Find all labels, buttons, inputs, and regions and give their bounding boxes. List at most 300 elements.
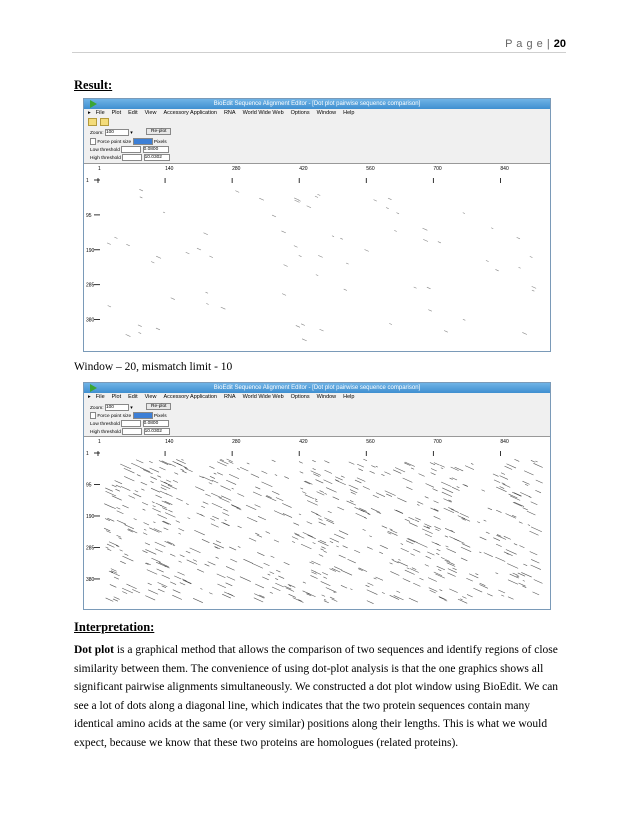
zoom-select[interactable]: 100	[105, 404, 129, 411]
dot-segment	[293, 523, 299, 526]
dot-segment	[530, 552, 538, 555]
dot-segment	[531, 565, 541, 570]
dot-segment	[217, 584, 225, 588]
dot-segment	[514, 544, 517, 545]
dot-segment	[514, 459, 519, 461]
dot-segment	[426, 484, 434, 488]
dot-segment	[155, 549, 162, 552]
dot-segment	[124, 525, 133, 529]
dot-segment	[231, 505, 240, 509]
dot-segment	[227, 459, 233, 462]
dot-segment	[396, 510, 403, 513]
dot-segment	[115, 480, 122, 483]
dot-segment	[389, 323, 392, 324]
dot-segment	[505, 514, 515, 519]
dot-segment	[257, 535, 262, 537]
dot-segment	[255, 584, 264, 588]
dot-segment	[159, 461, 168, 465]
dot-segment	[147, 570, 157, 575]
dot-segment	[405, 519, 410, 521]
x-tick-label: 140	[165, 166, 174, 172]
dot-segment	[173, 480, 178, 482]
dot-segment	[221, 522, 229, 526]
dot-segment	[334, 534, 344, 539]
dot-segment	[261, 471, 267, 474]
dot-segment	[299, 255, 302, 256]
dot-segment	[480, 583, 486, 586]
dot-segment	[122, 505, 128, 508]
dot-segment	[227, 577, 235, 581]
dot-segment	[183, 580, 191, 584]
menu-help[interactable]: Help	[343, 394, 355, 400]
dot-segment	[206, 303, 208, 304]
dot-segment	[193, 598, 203, 602]
x-tick-label: 280	[232, 439, 241, 445]
dot-segment	[302, 339, 307, 341]
dot-segment	[168, 510, 172, 512]
dot-segment	[500, 476, 508, 480]
x-tick-label: 840	[500, 439, 509, 445]
dot-segment	[380, 545, 388, 549]
dot-segment	[193, 560, 197, 562]
dot-segment	[156, 256, 161, 258]
dot-segment	[530, 256, 533, 257]
dot-segment	[158, 589, 165, 592]
dot-segment	[133, 493, 141, 497]
dot-segment	[180, 469, 183, 471]
dot-segment	[419, 578, 423, 580]
dot-segment	[211, 493, 222, 498]
dot-segment	[114, 597, 120, 600]
menu-rna[interactable]: RNA	[223, 110, 236, 116]
dot-segment	[513, 502, 522, 506]
x-tick-label: 1	[98, 439, 101, 445]
dot-segment	[514, 493, 522, 496]
high-threshold-field[interactable]: 10.0302	[144, 154, 170, 161]
dot-segment	[449, 537, 459, 541]
dot-segment	[441, 557, 445, 559]
dot-segment	[209, 593, 212, 595]
dot-segment	[536, 480, 543, 483]
dot-segment	[493, 474, 499, 477]
dot-segment	[270, 592, 273, 593]
dot-segment	[525, 484, 528, 485]
dot-segment	[484, 520, 487, 521]
dot-segment	[159, 562, 169, 566]
interpretation-paragraph	[74, 641, 566, 752]
dot-segment	[496, 487, 506, 492]
dot-segment	[153, 522, 155, 523]
x-tick-label: 560	[366, 166, 375, 172]
dot-segment	[142, 551, 147, 553]
paragraph-body: is a graphical method that allows the comparison of two sequences and identify regions of close similarity between them. The convenience of using dot-plot analysis is that the one graphics shows all significant pairwise alignments simultaneously. We constructed a dot plot window using BioEdit. We can see a lot of dots along a diagonal line, which indicates that the two protein sequences contain many identical amino acids at the same (or very similar) positions along their lengths. This is what we would expect, because we know that these two proteins are homologues (related proteins).	[74, 644, 559, 749]
dot-segment	[324, 493, 326, 494]
dot-segment	[417, 502, 423, 505]
header-rule	[72, 52, 566, 53]
dot-segment	[219, 498, 230, 503]
dot-segment	[203, 477, 213, 482]
menu-help[interactable]: Help	[343, 110, 355, 116]
dot-segment	[235, 191, 239, 193]
dot-segment	[523, 580, 525, 581]
dot-segment	[274, 540, 279, 542]
dot-segment	[107, 549, 111, 551]
dot-segment	[300, 488, 303, 489]
dot-segment	[324, 461, 329, 463]
dot-segment	[275, 578, 278, 579]
dot-segment	[310, 575, 317, 578]
dot-segment	[300, 472, 303, 474]
dot-segment	[522, 586, 526, 588]
dot-segment	[426, 556, 431, 558]
dot-segment	[212, 480, 218, 483]
dot-segment	[200, 588, 202, 589]
menu-accessory[interactable]: Accessory Application	[163, 394, 217, 400]
dot-segment	[409, 598, 411, 599]
dot-segment	[166, 480, 171, 482]
dot-segment	[333, 497, 339, 500]
dot-segment	[318, 519, 322, 521]
dot-segment	[355, 480, 361, 483]
page-number: 20	[553, 38, 566, 50]
point-size-select[interactable]	[133, 138, 153, 145]
dot-segment	[220, 486, 230, 491]
dot-segment	[202, 539, 209, 542]
dot-segment	[343, 546, 348, 548]
menu-window[interactable]: Window	[316, 110, 337, 116]
dot-segment	[496, 535, 506, 539]
dot-segment	[240, 577, 251, 582]
dot-segment	[467, 594, 473, 597]
menu-view[interactable]: View	[144, 110, 157, 116]
dot-segment	[151, 488, 160, 492]
dot-segment	[504, 552, 513, 556]
dot-segment	[431, 473, 436, 475]
dot-segment	[205, 564, 210, 566]
dot-segment	[211, 524, 219, 527]
dot-segment	[439, 597, 444, 599]
dot-segment	[385, 491, 396, 496]
dot-segment	[521, 572, 531, 577]
dot-segment	[136, 460, 143, 463]
dot-segment	[142, 502, 148, 505]
menu-icon[interactable]: ▸	[88, 394, 91, 400]
dot-segment	[169, 464, 175, 467]
dot-segment	[435, 529, 439, 531]
force-point-label: Force point size	[97, 139, 132, 145]
dot-segment	[266, 496, 276, 501]
force-point-checkbox[interactable]	[90, 412, 96, 419]
dot-segment	[519, 267, 521, 268]
dot-segment	[396, 591, 400, 593]
x-tick-label: 420	[299, 439, 308, 445]
dot-segment	[465, 466, 474, 470]
dot-segment	[221, 307, 226, 309]
zoom-label: Zoom:	[90, 405, 104, 411]
point-size-select[interactable]	[133, 412, 153, 419]
dot-segment	[180, 583, 185, 585]
menu-www[interactable]: World Wide Web	[242, 110, 284, 116]
dot-segment	[321, 549, 324, 550]
high-threshold-slider[interactable]	[122, 428, 142, 435]
dot-segment	[392, 559, 394, 560]
menu-rna[interactable]: RNA	[223, 394, 236, 400]
dot-segment	[140, 467, 150, 471]
menu-bar	[84, 109, 550, 118]
zoom-select[interactable]: 100	[105, 129, 129, 136]
dot-segment	[436, 553, 439, 554]
dot-segment	[232, 505, 239, 508]
dot-segment	[339, 555, 346, 558]
page-separator: |	[546, 38, 551, 50]
dot-segment	[272, 491, 279, 494]
dot-segment	[134, 519, 137, 520]
dot-segment	[238, 526, 242, 528]
dot-segment	[315, 501, 318, 502]
dot-segment	[214, 473, 217, 474]
menu-edit[interactable]: Edit	[128, 110, 138, 116]
y-tick-label: 95	[86, 482, 92, 489]
dot-segment	[173, 545, 175, 546]
dot-segment	[330, 597, 335, 599]
dot-segment	[149, 461, 153, 463]
dot-segment	[222, 513, 229, 516]
dot-segment	[313, 468, 316, 469]
dot-segment	[156, 503, 162, 506]
dot-segment	[535, 461, 537, 462]
dot-segment	[449, 589, 457, 593]
menu-window[interactable]: Window	[316, 394, 337, 400]
plot-controls: Zoom: 100 ▾ Re-plot Force point size Pixels Low threshold 0.0800 High threshold 10.0302	[84, 402, 550, 436]
dot-segment	[143, 470, 153, 474]
dot-segment	[434, 501, 439, 503]
dot-segment	[346, 263, 349, 264]
dot-segment	[173, 590, 181, 593]
dot-segment	[441, 468, 443, 469]
dot-segment	[276, 497, 283, 500]
dot-segment	[445, 528, 455, 532]
dot-segment	[444, 600, 447, 601]
dot-segment	[319, 522, 326, 525]
dot-segment	[303, 582, 306, 583]
dot-segment	[316, 480, 324, 483]
dot-segment	[442, 488, 453, 493]
dot-segment	[255, 487, 260, 489]
dot-segment	[406, 487, 412, 490]
force-point-checkbox[interactable]	[90, 138, 96, 145]
dot-segment	[170, 554, 175, 556]
save-icon[interactable]	[100, 118, 109, 126]
dot-segment	[348, 559, 356, 563]
dot-segment	[415, 518, 420, 520]
title-bar	[84, 99, 550, 109]
dot-segment	[185, 468, 193, 471]
menu-accessory[interactable]: Accessory Application	[163, 110, 217, 116]
dot-segment	[405, 570, 415, 574]
dot-segment	[221, 496, 231, 501]
dot-segment	[428, 310, 432, 312]
dot-segment	[141, 489, 144, 490]
dot-segment	[282, 503, 291, 507]
dot-segment	[254, 594, 264, 599]
dot-segment	[247, 463, 250, 464]
dot-segment	[226, 583, 233, 586]
menu-view[interactable]: View	[144, 394, 157, 400]
dot-segment	[441, 482, 451, 487]
dot-segment	[212, 516, 219, 519]
dot-segment	[411, 468, 414, 469]
open-folder-icon[interactable]	[88, 118, 97, 126]
dot-segment	[367, 601, 374, 604]
dot-segment	[190, 548, 201, 553]
dot-segment	[182, 471, 187, 473]
dot-segment	[367, 547, 373, 549]
dot-segment	[313, 542, 316, 543]
dot-segment	[162, 575, 170, 579]
high-threshold-field[interactable]: 10.0302	[144, 428, 170, 435]
dot-segment	[299, 200, 301, 201]
y-tick-label: 380	[86, 576, 95, 583]
dot-segment	[324, 599, 326, 600]
dot-segment	[410, 554, 414, 556]
dot-segment	[411, 599, 418, 602]
dot-segment	[452, 487, 460, 490]
paragraph-lead: Dot plot	[74, 644, 114, 656]
dot-segment	[282, 294, 286, 296]
dot-segment	[479, 552, 481, 553]
dot-segment	[124, 468, 135, 473]
menu-file[interactable]: File	[95, 394, 105, 400]
dot-segment	[347, 501, 356, 505]
dot-segment	[148, 590, 158, 594]
dot-segment	[446, 548, 455, 552]
dot-segment	[176, 459, 186, 463]
dot-segment	[254, 598, 263, 602]
y-tick-label: 1	[86, 178, 89, 184]
menu-options[interactable]: Options	[290, 394, 310, 400]
dot-segment	[148, 583, 152, 585]
dot-segment	[505, 466, 513, 469]
dot-segment	[357, 464, 364, 467]
dot-segment	[390, 571, 399, 575]
dot-segment	[523, 508, 528, 510]
dot-segment	[209, 483, 212, 485]
bioedit-window-sparse	[83, 98, 551, 352]
dot-segment	[330, 541, 333, 542]
dot-segment	[155, 495, 161, 498]
dot-segment	[159, 467, 165, 470]
dot-segment	[170, 582, 176, 585]
dot-segment	[367, 590, 378, 595]
dot-segment	[417, 543, 428, 548]
dot-segment	[336, 546, 338, 547]
dot-segment	[519, 546, 524, 548]
dot-segment	[496, 573, 499, 574]
dot-segment	[435, 574, 444, 578]
dot-segment	[434, 516, 441, 519]
menu-www[interactable]: World Wide Web	[242, 394, 284, 400]
replot-button[interactable]: Re-plot	[146, 128, 171, 135]
dot-segment	[303, 532, 313, 537]
dot-segment	[533, 463, 542, 467]
dot-segment	[104, 504, 112, 508]
dot-segment	[179, 561, 182, 562]
menu-options[interactable]: Options	[290, 110, 310, 116]
dot-segment	[292, 541, 295, 542]
dot-segment	[145, 596, 155, 600]
dot-segment	[262, 577, 269, 580]
dot-segment	[452, 478, 457, 480]
y-tick-label: 1	[86, 451, 89, 457]
page-header	[505, 38, 566, 50]
dot-segment	[270, 572, 274, 574]
dot-segment	[186, 504, 189, 505]
dot-segment	[301, 544, 311, 549]
dot-segment	[330, 538, 339, 542]
y-tick-label: 285	[86, 545, 95, 552]
dot-plot-svg	[84, 437, 550, 609]
dot-segment	[120, 561, 126, 564]
dot-segment	[425, 534, 432, 537]
low-threshold-field[interactable]: 0.0800	[143, 420, 169, 427]
dot-segment	[238, 546, 241, 547]
x-tick-label: 1	[98, 166, 101, 172]
dot-segment	[431, 508, 439, 511]
dot-segment	[140, 197, 143, 198]
dot-segment	[162, 521, 169, 524]
dot-segment	[427, 287, 431, 289]
dot-segment	[422, 228, 427, 230]
dot-segment	[117, 511, 124, 514]
dot-segment	[195, 487, 204, 491]
menu-plot[interactable]: Plot	[111, 394, 122, 400]
menu-file[interactable]: File	[95, 110, 105, 116]
low-threshold-slider[interactable]	[121, 146, 141, 153]
dot-segment	[271, 556, 275, 558]
dot-segment	[350, 500, 353, 502]
dot-segment	[223, 509, 228, 511]
dot-segment	[503, 484, 510, 487]
dot-segment	[533, 592, 540, 595]
dot-segment	[507, 564, 518, 569]
dot-segment	[523, 564, 527, 566]
dot-segment	[104, 528, 110, 531]
dot-segment	[315, 499, 317, 500]
menu-edit[interactable]: Edit	[128, 394, 138, 400]
dot-segment	[486, 260, 489, 261]
low-threshold-slider[interactable]	[121, 420, 141, 427]
replot-button[interactable]: Re-plot	[146, 403, 171, 410]
dot-segment	[284, 562, 290, 565]
dot-segment	[460, 513, 469, 517]
dot-segment	[275, 583, 284, 587]
dot-segment	[203, 502, 208, 504]
dot-segment	[364, 249, 368, 251]
menu-icon[interactable]: ▸	[88, 110, 91, 116]
dot-segment	[116, 485, 121, 487]
dot-segment	[143, 509, 146, 510]
dot-segment	[496, 510, 501, 512]
dot-segment	[237, 468, 240, 469]
dot-segment	[126, 334, 131, 336]
dot-segment	[124, 554, 128, 556]
dot-segment	[113, 599, 118, 601]
low-threshold-field[interactable]: 0.0800	[143, 146, 169, 153]
high-threshold-slider[interactable]	[122, 154, 142, 161]
dot-segment	[475, 574, 478, 575]
dot-segment	[158, 514, 167, 518]
menu-plot[interactable]: Plot	[111, 110, 122, 116]
